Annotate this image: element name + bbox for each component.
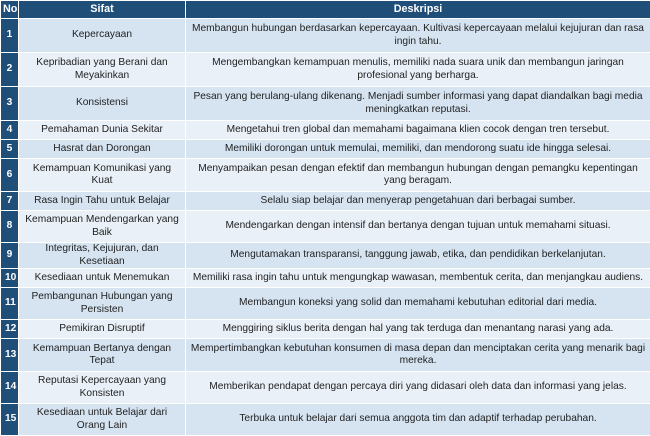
header-no: No bbox=[1, 1, 19, 19]
trait-cell: Kemampuan Bertanya dengan Tepat bbox=[19, 339, 186, 372]
table-row bbox=[1, 87, 650, 121]
row-number: 11 bbox=[1, 288, 19, 320]
row-number: 3 bbox=[1, 87, 19, 121]
trait-cell: Kesediaan untuk Menemukan bbox=[19, 269, 186, 288]
description-cell: Mempertimbangkan kebutuhan konsumen di masa depan dan menciptakan cerita yang menarik bagi mereka. bbox=[186, 339, 650, 372]
table-row bbox=[1, 372, 650, 404]
trait-cell: Kemampuan Komunikasi yang Kuat bbox=[19, 159, 186, 192]
description-cell: Mengembangkan kemampuan menulis, memiliki nada suara unik dan membangun jaringan profesional yang berharga. bbox=[186, 53, 650, 87]
table-row bbox=[1, 339, 650, 372]
trait-cell: Pembangunan Hubungan yang Persisten bbox=[19, 288, 186, 320]
trait-cell: Hasrat dan Dorongan bbox=[19, 140, 186, 159]
description-cell: Pesan yang berulang-ulang dikenang. Menjadi sumber informasi yang dapat diandalkan bagi media meningkatkan reputasi. bbox=[186, 87, 650, 121]
table-header-row bbox=[1, 1, 650, 19]
table-row bbox=[1, 192, 650, 211]
row-number: 10 bbox=[1, 269, 19, 288]
row-number: 12 bbox=[1, 320, 19, 339]
row-number: 9 bbox=[1, 243, 19, 269]
row-number: 4 bbox=[1, 121, 19, 140]
row-number: 2 bbox=[1, 53, 19, 87]
table-row bbox=[1, 19, 650, 53]
row-number: 8 bbox=[1, 211, 19, 243]
table-row bbox=[1, 53, 650, 87]
description-cell: Memberikan pendapat dengan percaya diri yang didasari oleh data dan informasi yang jelas. bbox=[186, 372, 650, 404]
table-row bbox=[1, 121, 650, 140]
table-row bbox=[1, 404, 650, 436]
table-row bbox=[1, 140, 650, 159]
description-cell: Mengetahui tren global dan memahami bagaimana klien cocok dengan tren tersebut. bbox=[186, 121, 650, 140]
table-row bbox=[1, 320, 650, 339]
header-sifat: Sifat bbox=[19, 1, 186, 19]
trait-cell: Kepercayaan bbox=[19, 19, 186, 53]
table-row bbox=[1, 211, 650, 243]
trait-cell: Integritas, Kejujuran, dan Kesetiaan bbox=[19, 243, 186, 269]
trait-cell: Kepribadian yang Berani dan Meyakinkan bbox=[19, 53, 186, 87]
row-number: 13 bbox=[1, 339, 19, 372]
description-cell: Memiliki rasa ingin tahu untuk mengungkap wawasan, membentuk cerita, dan menjangkau audiens. bbox=[186, 269, 650, 288]
table-row bbox=[1, 269, 650, 288]
trait-cell: Pemikiran Disruptif bbox=[19, 320, 186, 339]
trait-cell: Kemampuan Mendengarkan yang Baik bbox=[19, 211, 186, 243]
table-row bbox=[1, 243, 650, 269]
table-row bbox=[1, 288, 650, 320]
description-cell: Terbuka untuk belajar dari semua anggota tim dan adaptif terhadap perubahan. bbox=[186, 404, 650, 436]
trait-cell: Rasa Ingin Tahu untuk Belajar bbox=[19, 192, 186, 211]
trait-cell: Reputasi Kepercayaan yang Konsisten bbox=[19, 372, 186, 404]
description-cell: Menyampaikan pesan dengan efektif dan membangun hubungan dengan pemangku kepentingan yang beragam. bbox=[186, 159, 650, 192]
trait-cell: Kesediaan untuk Belajar dari Orang Lain bbox=[19, 404, 186, 436]
row-number: 5 bbox=[1, 140, 19, 159]
trait-cell: Pemahaman Dunia Sekitar bbox=[19, 121, 186, 140]
description-cell: Membangun hubungan berdasarkan kepercayaan. Kultivasi kepercayaan melalui kejujuran dan rasa ingin tahu. bbox=[186, 19, 650, 53]
table-row bbox=[1, 159, 650, 192]
row-number: 15 bbox=[1, 404, 19, 436]
description-cell: Membangun koneksi yang solid dan memahami kebutuhan editorial dari media. bbox=[186, 288, 650, 320]
header-deskripsi: Deskripsi bbox=[186, 1, 650, 19]
row-number: 1 bbox=[1, 19, 19, 53]
description-cell: Menggiring siklus berita dengan hal yang tak terduga dan menantang narasi yang ada. bbox=[186, 320, 650, 339]
description-cell: Selalu siap belajar dan menyerap pengetahuan dari berbagai sumber. bbox=[186, 192, 650, 211]
trait-cell: Konsistensi bbox=[19, 87, 186, 121]
row-number: 6 bbox=[1, 159, 19, 192]
description-cell: Memiliki dorongan untuk memulai, memiliki, dan mendorong suatu ide hingga selesai. bbox=[186, 140, 650, 159]
row-number: 7 bbox=[1, 192, 19, 211]
description-cell: Mendengarkan dengan intensif dan bertanya dengan tujuan untuk memahami situasi. bbox=[186, 211, 650, 243]
row-number: 14 bbox=[1, 372, 19, 404]
description-cell: Mengutamakan transparansi, tanggung jawab, etika, dan pendidikan berkelanjutan. bbox=[186, 243, 650, 269]
